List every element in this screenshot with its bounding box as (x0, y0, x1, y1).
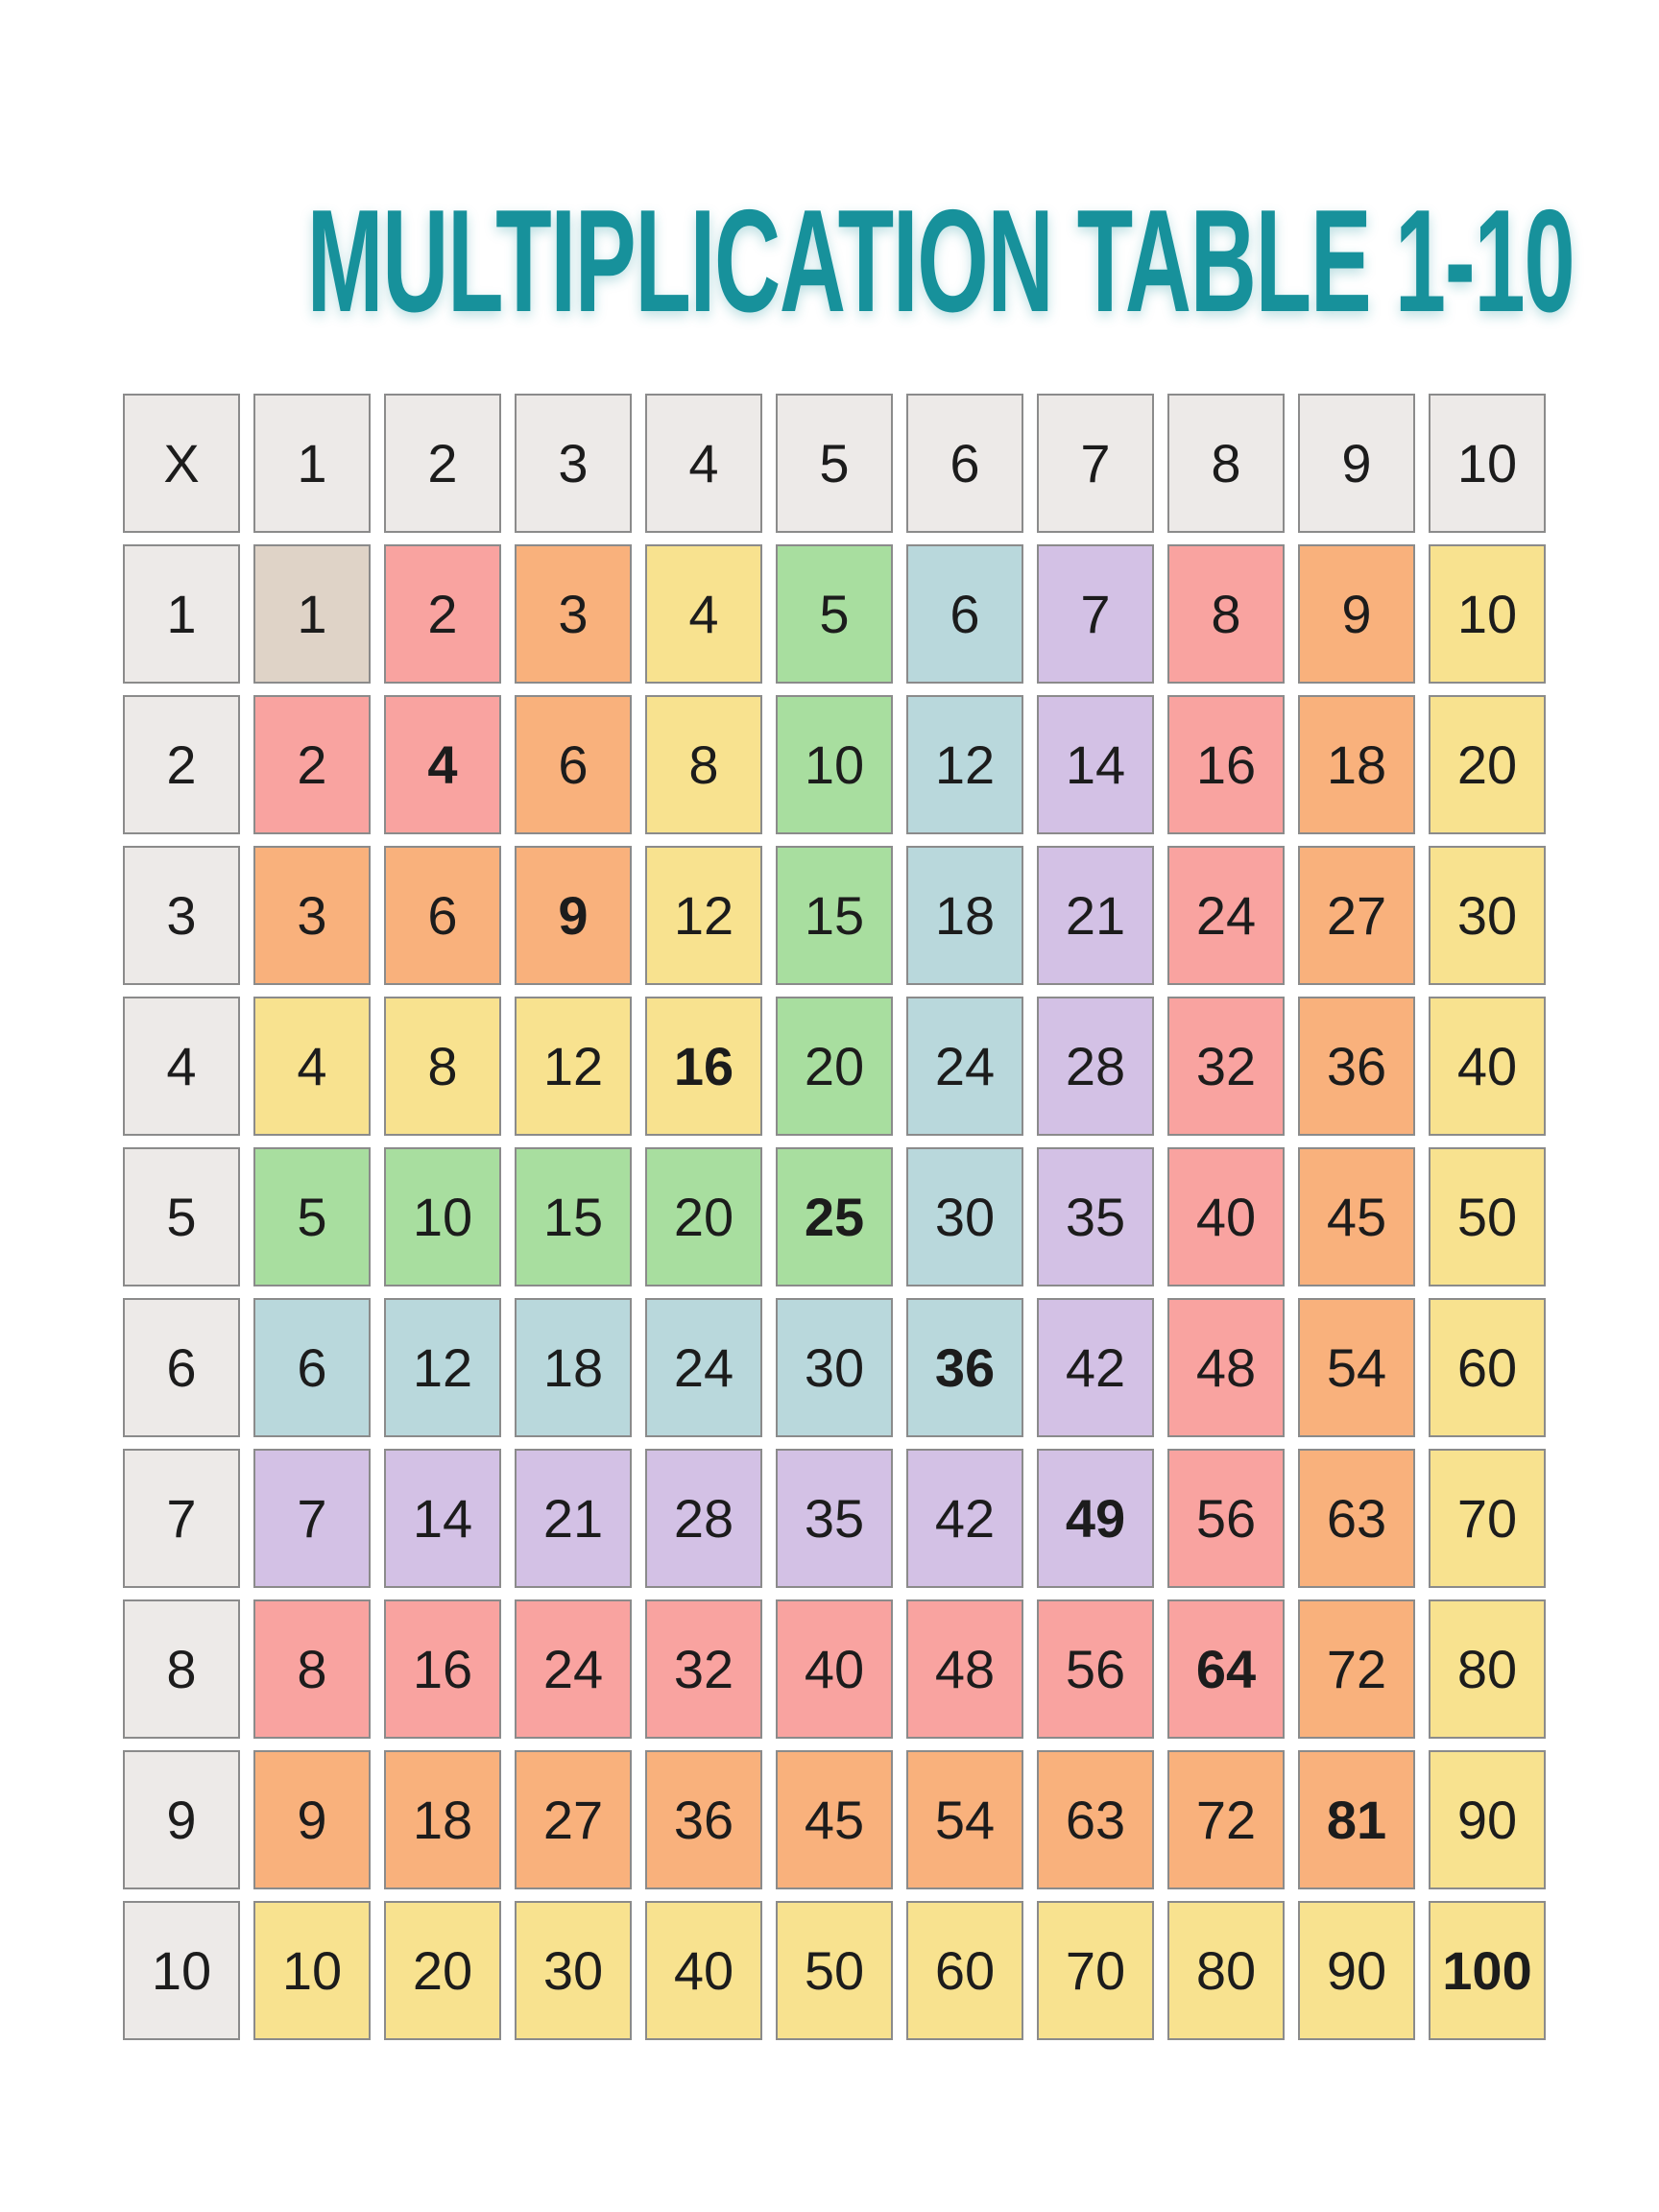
cell-8x4: 32 (645, 1599, 762, 1739)
cell-7x10: 70 (1429, 1449, 1546, 1588)
cell-6x8: 48 (1167, 1298, 1285, 1437)
row-header-7: 7 (123, 1449, 240, 1588)
cell-9x9: 81 (1298, 1750, 1415, 1889)
cell-7x8: 56 (1167, 1449, 1285, 1588)
cell-3x5: 15 (776, 846, 893, 985)
cell-5x5: 25 (776, 1147, 893, 1286)
cell-5x6: 30 (906, 1147, 1023, 1286)
cell-6x3: 18 (515, 1298, 632, 1437)
col-header-4: 4 (645, 394, 762, 533)
cell-2x5: 10 (776, 695, 893, 834)
col-header-6: 6 (906, 394, 1023, 533)
cell-7x5: 35 (776, 1449, 893, 1588)
cell-7x2: 14 (384, 1449, 501, 1588)
page-title: MULTIPLICATION TABLE 1-10 (306, 180, 1575, 343)
cell-10x5: 50 (776, 1901, 893, 2040)
cell-2x3: 6 (515, 695, 632, 834)
cell-5x1: 5 (253, 1147, 371, 1286)
cell-5x2: 10 (384, 1147, 501, 1286)
cell-4x1: 4 (253, 997, 371, 1136)
cell-2x8: 16 (1167, 695, 1285, 834)
cell-10x7: 70 (1037, 1901, 1154, 2040)
cell-10x8: 80 (1167, 1901, 1285, 2040)
cell-1x7: 7 (1037, 544, 1154, 684)
cell-3x8: 24 (1167, 846, 1285, 985)
cell-9x4: 36 (645, 1750, 762, 1889)
cell-9x7: 63 (1037, 1750, 1154, 1889)
cell-3x2: 6 (384, 846, 501, 985)
cell-10x10: 100 (1429, 1901, 1546, 2040)
cell-5x7: 35 (1037, 1147, 1154, 1286)
cell-4x3: 12 (515, 997, 632, 1136)
cell-4x4: 16 (645, 997, 762, 1136)
cell-1x8: 8 (1167, 544, 1285, 684)
row-header-1: 1 (123, 544, 240, 684)
row-header-10: 10 (123, 1901, 240, 2040)
cell-6x6: 36 (906, 1298, 1023, 1437)
cell-8x2: 16 (384, 1599, 501, 1739)
cell-2x1: 2 (253, 695, 371, 834)
cell-4x7: 28 (1037, 997, 1154, 1136)
cell-4x2: 8 (384, 997, 501, 1136)
cell-1x4: 4 (645, 544, 762, 684)
cell-8x5: 40 (776, 1599, 893, 1739)
col-header-9: 9 (1298, 394, 1415, 533)
multiplication-table (123, 394, 1546, 2040)
cell-1x3: 3 (515, 544, 632, 684)
row-header-2: 2 (123, 695, 240, 834)
col-header-10: 10 (1429, 394, 1546, 533)
cell-10x6: 60 (906, 1901, 1023, 2040)
cell-9x6: 54 (906, 1750, 1023, 1889)
cell-4x9: 36 (1298, 997, 1415, 1136)
cell-8x6: 48 (906, 1599, 1023, 1739)
cell-2x9: 18 (1298, 695, 1415, 834)
cell-3x4: 12 (645, 846, 762, 985)
cell-7x6: 42 (906, 1449, 1023, 1588)
cell-6x5: 30 (776, 1298, 893, 1437)
cell-9x2: 18 (384, 1750, 501, 1889)
cell-10x3: 30 (515, 1901, 632, 2040)
row-header-4: 4 (123, 997, 240, 1136)
row-header-3: 3 (123, 846, 240, 985)
row-header-9: 9 (123, 1750, 240, 1889)
cell-2x7: 14 (1037, 695, 1154, 834)
cell-1x2: 2 (384, 544, 501, 684)
cell-6x10: 60 (1429, 1298, 1546, 1437)
cell-5x4: 20 (645, 1147, 762, 1286)
cell-1x10: 10 (1429, 544, 1546, 684)
cell-1x9: 9 (1298, 544, 1415, 684)
cell-8x7: 56 (1037, 1599, 1154, 1739)
cell-3x7: 21 (1037, 846, 1154, 985)
cell-10x2: 20 (384, 1901, 501, 2040)
cell-8x3: 24 (515, 1599, 632, 1739)
cell-9x5: 45 (776, 1750, 893, 1889)
cell-2x2: 4 (384, 695, 501, 834)
col-header-3: 3 (515, 394, 632, 533)
cell-2x6: 12 (906, 695, 1023, 834)
cell-5x10: 50 (1429, 1147, 1546, 1286)
cell-8x9: 72 (1298, 1599, 1415, 1739)
row-header-6: 6 (123, 1298, 240, 1437)
corner-cell: X (123, 394, 240, 533)
cell-2x4: 8 (645, 695, 762, 834)
cell-8x10: 80 (1429, 1599, 1546, 1739)
cell-5x3: 15 (515, 1147, 632, 1286)
col-header-5: 5 (776, 394, 893, 533)
cell-7x7: 49 (1037, 1449, 1154, 1588)
cell-5x8: 40 (1167, 1147, 1285, 1286)
cell-10x1: 10 (253, 1901, 371, 2040)
cell-9x1: 9 (253, 1750, 371, 1889)
col-header-1: 1 (253, 394, 371, 533)
cell-10x4: 40 (645, 1901, 762, 2040)
cell-3x9: 27 (1298, 846, 1415, 985)
cell-3x3: 9 (515, 846, 632, 985)
row-header-8: 8 (123, 1599, 240, 1739)
cell-6x7: 42 (1037, 1298, 1154, 1437)
cell-5x9: 45 (1298, 1147, 1415, 1286)
cell-3x1: 3 (253, 846, 371, 985)
cell-4x6: 24 (906, 997, 1023, 1136)
cell-7x1: 7 (253, 1449, 371, 1588)
cell-9x10: 90 (1429, 1750, 1546, 1889)
cell-6x4: 24 (645, 1298, 762, 1437)
row-header-5: 5 (123, 1147, 240, 1286)
cell-1x1: 1 (253, 544, 371, 684)
cell-8x1: 8 (253, 1599, 371, 1739)
cell-1x5: 5 (776, 544, 893, 684)
cell-3x6: 18 (906, 846, 1023, 985)
col-header-7: 7 (1037, 394, 1154, 533)
cell-3x10: 30 (1429, 846, 1546, 985)
cell-4x10: 40 (1429, 997, 1546, 1136)
cell-4x8: 32 (1167, 997, 1285, 1136)
col-header-2: 2 (384, 394, 501, 533)
cell-6x9: 54 (1298, 1298, 1415, 1437)
cell-7x9: 63 (1298, 1449, 1415, 1588)
cell-9x8: 72 (1167, 1750, 1285, 1889)
cell-7x3: 21 (515, 1449, 632, 1588)
cell-8x8: 64 (1167, 1599, 1285, 1739)
cell-1x6: 6 (906, 544, 1023, 684)
cell-6x2: 12 (384, 1298, 501, 1437)
cell-2x10: 20 (1429, 695, 1546, 834)
cell-6x1: 6 (253, 1298, 371, 1437)
cell-7x4: 28 (645, 1449, 762, 1588)
cell-4x5: 20 (776, 997, 893, 1136)
cell-9x3: 27 (515, 1750, 632, 1889)
col-header-8: 8 (1167, 394, 1285, 533)
cell-10x9: 90 (1298, 1901, 1415, 2040)
